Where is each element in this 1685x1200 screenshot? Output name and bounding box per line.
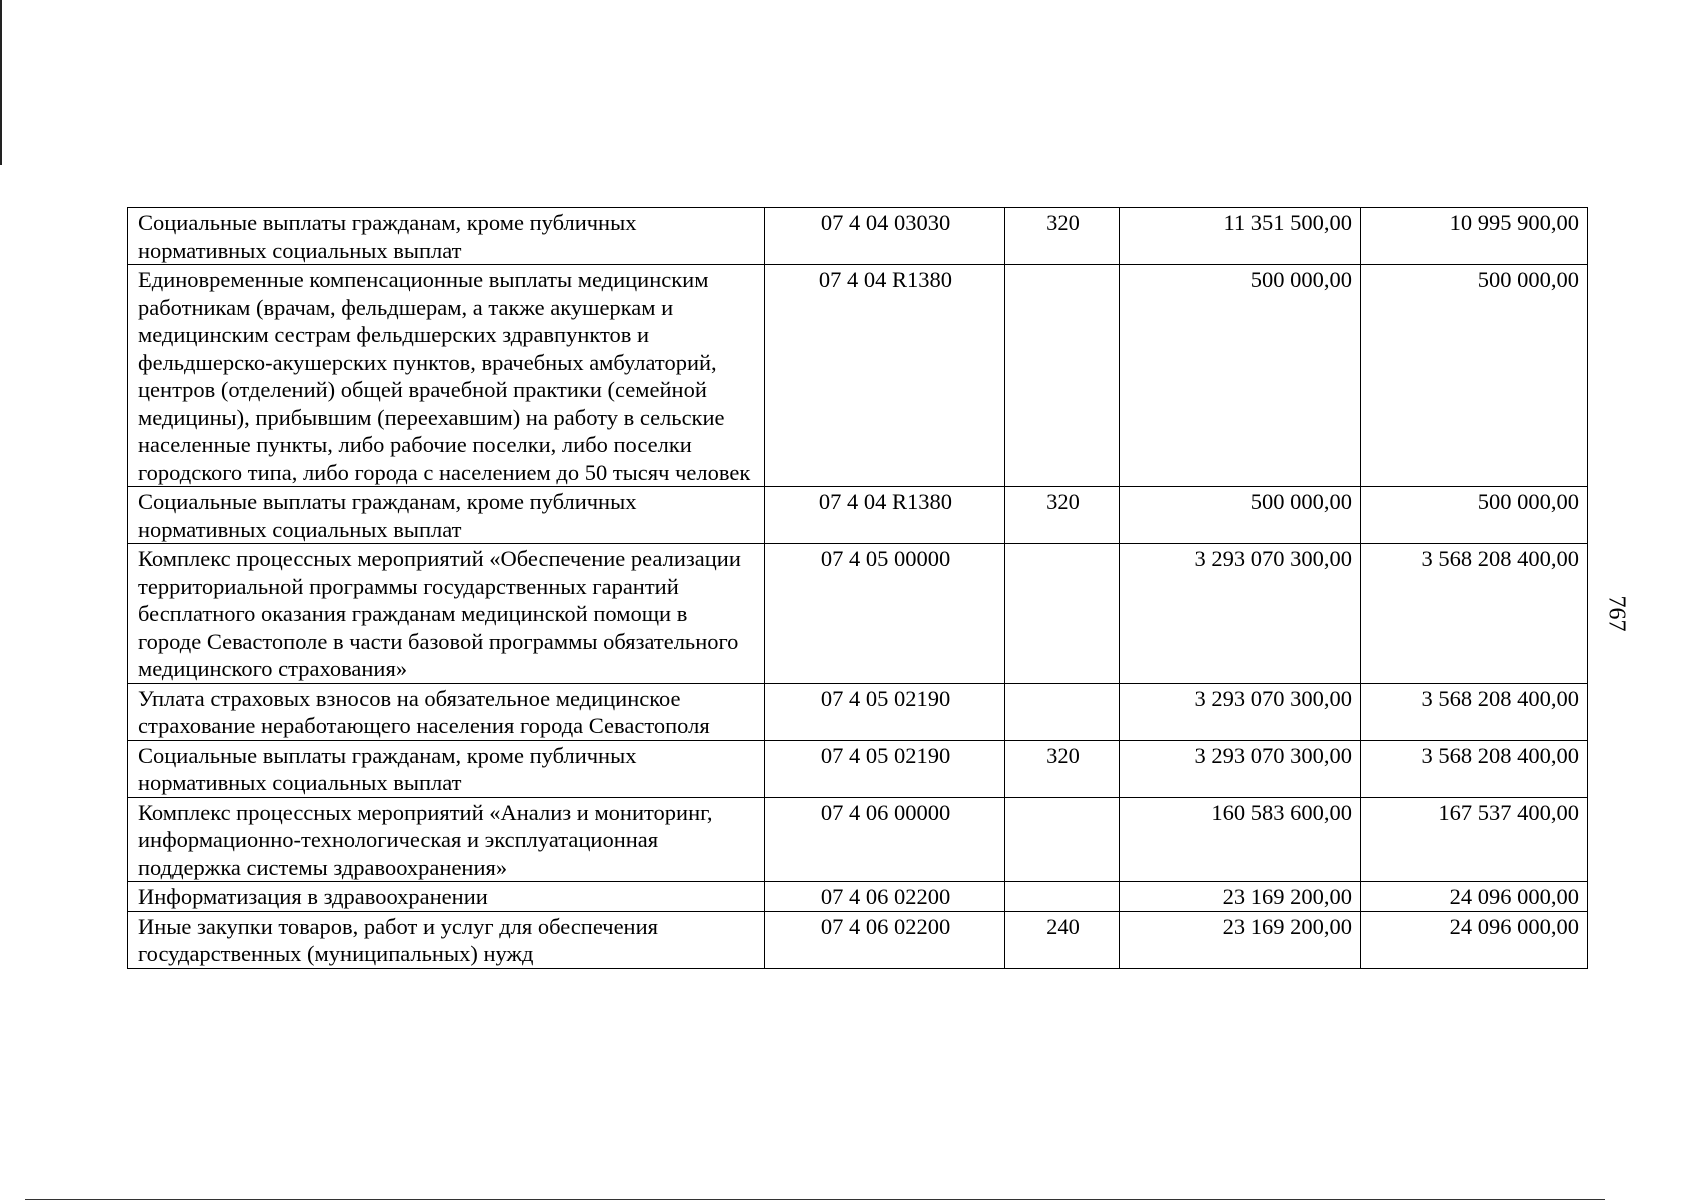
row-amount2-cell: 3 568 208 400,00 [1361, 740, 1588, 797]
row-amount1-cell: 11 351 500,00 [1120, 208, 1361, 265]
row-amount2-cell: 3 568 208 400,00 [1361, 544, 1588, 684]
row-vr-cell: 240 [1005, 911, 1120, 968]
row-amount1-cell: 3 293 070 300,00 [1120, 544, 1361, 684]
row-vr-cell [1005, 882, 1120, 912]
row-name-cell: Информатизация в здравоохранении [128, 882, 765, 912]
row-vr-cell [1005, 797, 1120, 882]
row-name-cell: Социальные выплаты гражданам, кроме публичных нормативных социальных выплат [128, 487, 765, 544]
row-amount2-cell: 500 000,00 [1361, 487, 1588, 544]
table-row [128, 544, 1588, 684]
table-row [128, 683, 1588, 740]
row-amount2-cell: 10 995 900,00 [1361, 208, 1588, 265]
row-amount2-cell: 167 537 400,00 [1361, 797, 1588, 882]
row-amount1-cell: 3 293 070 300,00 [1120, 683, 1361, 740]
row-amount1-cell: 23 169 200,00 [1120, 911, 1361, 968]
row-code-cell: 07 4 06 02200 [765, 911, 1005, 968]
row-name-cell: Комплекс процессных мероприятий «Анализ и мониторинг, информационно-технологическая и эксплуатационная поддержка системы здравоохранения» [128, 797, 765, 882]
row-amount1-cell: 160 583 600,00 [1120, 797, 1361, 882]
budget-table [127, 207, 1588, 969]
row-code-cell: 07 4 05 02190 [765, 740, 1005, 797]
row-code-cell: 07 4 06 00000 [765, 797, 1005, 882]
row-code-cell: 07 4 04 03030 [765, 208, 1005, 265]
page-number: 767 [1603, 595, 1630, 632]
row-vr-cell [1005, 265, 1120, 487]
row-name-cell: Комплекс процессных мероприятий «Обеспечение реализации территориальной программы государственных гарантий бесплатного оказания гражданам медицинской помощи в городе Севастополе в части базовой программы обязательного медицинского страхования» [128, 544, 765, 684]
table-row [128, 208, 1588, 265]
row-vr-cell: 320 [1005, 740, 1120, 797]
row-amount2-cell: 3 568 208 400,00 [1361, 683, 1588, 740]
row-name-cell: Иные закупки товаров, работ и услуг для обеспечения государственных (муниципальных) нужд [128, 911, 765, 968]
row-vr-cell [1005, 544, 1120, 684]
row-name-cell: Социальные выплаты гражданам, кроме публичных нормативных социальных выплат [128, 740, 765, 797]
row-amount1-cell: 500 000,00 [1120, 265, 1361, 487]
row-amount2-cell: 500 000,00 [1361, 265, 1588, 487]
row-amount1-cell: 23 169 200,00 [1120, 882, 1361, 912]
row-code-cell: 07 4 05 00000 [765, 544, 1005, 684]
row-amount1-cell: 500 000,00 [1120, 487, 1361, 544]
row-amount2-cell: 24 096 000,00 [1361, 911, 1588, 968]
table-row [128, 797, 1588, 882]
table-row [128, 487, 1588, 544]
row-vr-cell: 320 [1005, 487, 1120, 544]
row-name-cell: Единовременные компенсационные выплаты медицинским работникам (врачам, фельдшерам, а также акушеркам и медицинским сестрам фельдшерских здравпунктов и фельдшерско-акушерских пунктов, врачебных амбулаторий, центров (отделений) общей врачебной практики (семейной медицины), прибывшим (переехавшим) на работу в сельские населенные пункты, либо рабочие поселки, либо поселки городского типа, либо города с населением до 50 тысяч человек [128, 265, 765, 487]
row-amount2-cell: 24 096 000,00 [1361, 882, 1588, 912]
row-vr-cell: 320 [1005, 208, 1120, 265]
row-amount1-cell: 3 293 070 300,00 [1120, 740, 1361, 797]
row-code-cell: 07 4 06 02200 [765, 882, 1005, 912]
row-vr-cell [1005, 683, 1120, 740]
row-code-cell: 07 4 04 R1380 [765, 265, 1005, 487]
table-row [128, 265, 1588, 487]
row-code-cell: 07 4 05 02190 [765, 683, 1005, 740]
table-row [128, 740, 1588, 797]
table-row [128, 911, 1588, 968]
row-code-cell: 07 4 04 R1380 [765, 487, 1005, 544]
scan-edge-left [0, 0, 2, 165]
table-row [128, 882, 1588, 912]
row-name-cell: Социальные выплаты гражданам, кроме публичных нормативных социальных выплат [128, 208, 765, 265]
row-name-cell: Уплата страховых взносов на обязательное медицинское страхование неработающего населения города Севастополя [128, 683, 765, 740]
